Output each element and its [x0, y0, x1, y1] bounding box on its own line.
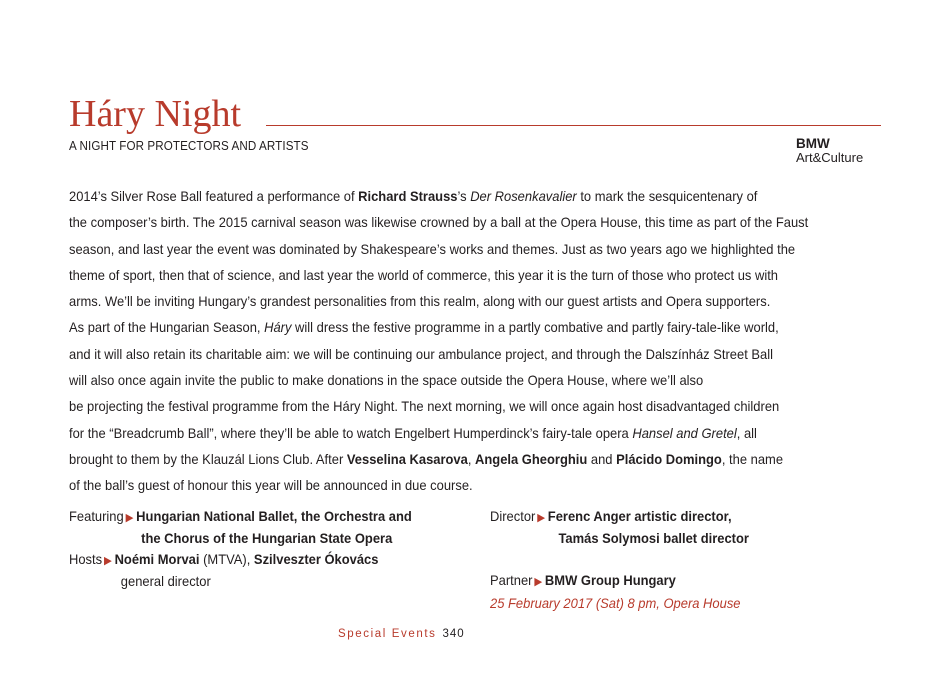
artist-name: Angela Gheorghiu [475, 450, 588, 467]
body-line [69, 183, 828, 209]
arrow-right-icon: ▶ [125, 512, 134, 524]
text-run: to mark the sesquicentenary of [576, 188, 758, 204]
body-line: arms. We’ll be inviting Hungary’s grandest personalities from this realm, along with our guest artists and Opera supporters. [69, 293, 771, 310]
body-line: will also once again invite the public to make donations in the space outside the Opera House, where we’ll also [69, 372, 704, 389]
credit-row [490, 506, 749, 528]
featuring-value: Hungarian National Ballet, the Orchestra and [136, 508, 412, 524]
text-run: , [467, 450, 476, 467]
director-label: Director [490, 508, 536, 524]
composer-name: Richard Strauss [358, 188, 458, 204]
partner-credit [490, 570, 676, 592]
director-credit [490, 506, 749, 549]
event-date: 25 February 2017 (Sat) 8 pm, Opera House [490, 595, 741, 611]
text-run: , the name [721, 450, 784, 467]
brand-line-1: BMW [796, 136, 830, 151]
credit-row [490, 528, 749, 550]
featuring-value-cont: the Chorus of the Hungarian State Opera [141, 529, 393, 546]
text-run: , all [736, 424, 757, 441]
opera-title: Háry [264, 319, 292, 336]
text-run: 2014’s Silver Rose Ball featured a performance of [69, 188, 359, 204]
body-line: of the ball’s guest of honour this year will be announced in due course. [69, 477, 473, 494]
text-run: ’s [457, 188, 471, 204]
partner-label: Partner [490, 572, 533, 588]
credit-row [69, 506, 412, 528]
hosts-credit [69, 549, 378, 592]
host-affiliation: (MTVA), [199, 551, 254, 567]
credit-row [490, 570, 676, 592]
opera-title: Der Rosenkavalier [470, 188, 577, 204]
body-line: and it will also retain its charitable aim: we will be continuing our ambulance project, and through the Dalszínház Street Ball [69, 345, 773, 362]
body-text [69, 183, 828, 499]
body-line [69, 420, 828, 446]
host-role: general director [120, 572, 211, 589]
host-name: Noémi Morvai [114, 551, 200, 567]
featuring-label: Featuring [69, 508, 124, 524]
director-value: Ferenc Anger artistic director, [547, 508, 732, 524]
title-divider [266, 125, 881, 126]
arrow-right-icon: ▶ [103, 555, 112, 567]
text-run: and [587, 450, 617, 467]
body-line: be projecting the festival programme from the Háry Night. The next morning, we will once again host disadvantaged children [69, 398, 780, 415]
page-title: Háry Night [69, 93, 242, 135]
section-name: Special Events [338, 628, 437, 640]
partner-value: BMW Group Hungary [544, 572, 676, 588]
credit-row [69, 549, 378, 571]
page-number: 340 [442, 628, 465, 640]
body-line [69, 446, 828, 472]
body-line: theme of sport, then that of science, and last year the world of commerce, this year it is the turn of those who protect us with [69, 266, 779, 283]
director-value-cont: Tamás Solymosi ballet director [558, 529, 749, 546]
text-run: As part of the Hungarian Season, [69, 319, 265, 336]
opera-title: Hansel and Gretel [632, 424, 737, 441]
arrow-right-icon: ▶ [537, 512, 546, 524]
body-line: the composer’s birth. The 2015 carnival season was likewise crowned by a ball at the Opera House, this time as part of the Faust [69, 214, 809, 231]
arrow-right-icon: ▶ [534, 576, 543, 588]
featuring-credit [69, 506, 412, 549]
credit-row [69, 571, 378, 593]
page-subtitle: A NIGHT FOR PROTECTORS AND ARTISTS [69, 139, 309, 153]
credit-row [69, 528, 412, 550]
text-run: for the “Breadcrumb Ball”, where they’ll be able to watch Engelbert Humperdinck’s fairy-tale opera [69, 424, 633, 441]
page-footer [338, 628, 465, 640]
host-name: Szilveszter Ókovács [253, 551, 379, 567]
hosts-label: Hosts [69, 551, 103, 567]
brand-line-2: Art&Culture [796, 150, 864, 165]
bmw-art-culture-logo [796, 137, 863, 165]
body-line: season, and last year the event was dominated by Shakespeare’s works and themes. Just as two years ago we highlighted the [69, 240, 796, 257]
artist-name: Plácido Domingo [616, 450, 722, 467]
artist-name: Vesselina Kasarova [346, 450, 468, 467]
body-line [69, 314, 828, 340]
text-run: brought to them by the Klauzál Lions Club. After [69, 450, 347, 467]
text-run: will dress the festive programme in a partly combative and partly fairy-tale-like world, [291, 319, 779, 336]
